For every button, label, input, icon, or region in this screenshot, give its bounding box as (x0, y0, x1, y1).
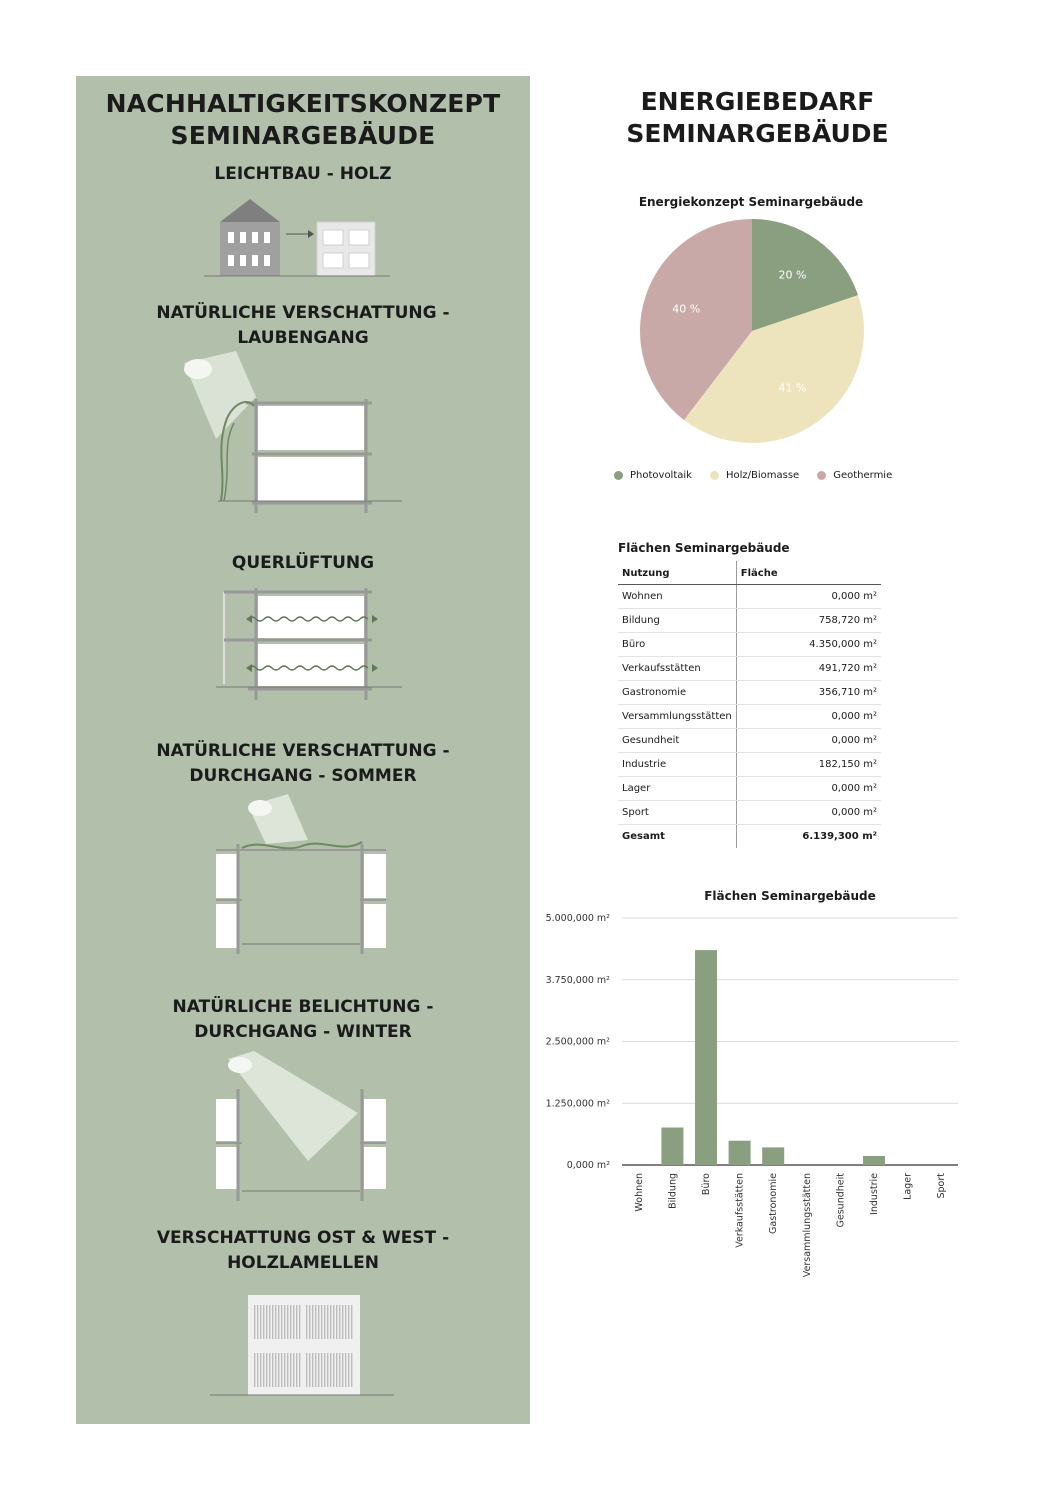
legend-label-geothermie: Geothermie (833, 470, 893, 481)
section-title-laubengang-line2: LAUBENGANG (237, 328, 369, 348)
panel-title-line1: NACHHALTIGKEITSKONZEPT (105, 89, 501, 118)
legend-label-photovoltaik: Photovoltaik (630, 470, 692, 481)
table-cell-nutzung: Wohnen (618, 585, 736, 609)
table-cell-flaeche: 4.350,000 m² (736, 633, 881, 657)
bar-gastronomie (762, 1147, 784, 1165)
x-tick-label: Büro (701, 1173, 712, 1196)
table-cell-flaeche: 356,710 m² (736, 681, 881, 705)
table-cell-flaeche: 0,000 m² (736, 801, 881, 825)
right-title-line2: SEMINARGEBÄUDE (626, 119, 889, 148)
table-cell-flaeche: 0,000 m² (736, 777, 881, 801)
table-row (618, 729, 881, 753)
table-row (618, 681, 881, 705)
table-cell-flaeche: 758,720 m² (736, 609, 881, 633)
section-title-laubengang-line1: NATÜRLICHE VERSCHATTUNG - (156, 303, 450, 323)
pie-chart-title: Energiekonzept Seminargebäude (638, 195, 864, 209)
section-title-querlueftung: QUERLÜFTUNG (231, 553, 375, 573)
legend-label-holz-biomasse: Holz/Biomasse (725, 470, 800, 481)
table-cell-flaeche: 491,720 m² (736, 657, 881, 681)
x-tick-label: Versammlungsstätten (801, 1173, 813, 1278)
energy-pie-chart (630, 218, 875, 463)
table-cell-flaeche: 0,000 m² (736, 729, 881, 753)
x-tick-label: Industrie (869, 1173, 880, 1215)
table-total-row (618, 825, 881, 849)
table-header-nutzung: Nutzung (618, 561, 736, 585)
holzlamellen-illustration (76, 1291, 530, 1401)
x-tick-label: Sport (936, 1173, 948, 1199)
querlueftung-illustration (76, 584, 530, 704)
pie-slice-label: 40 % (672, 302, 701, 316)
table-row (618, 753, 881, 777)
table-row (618, 777, 881, 801)
table-cell-flaeche: 182,150 m² (736, 753, 881, 777)
table-header-row (618, 561, 881, 585)
bar-industrie (863, 1156, 885, 1165)
legend-dot-holz-biomasse (710, 471, 719, 480)
x-tick-label: Gesundheit (835, 1173, 847, 1228)
table-cell-nutzung: Verkaufsstätten (618, 657, 736, 681)
table-cell-nutzung: Lager (618, 777, 736, 801)
table-cell-nutzung: Gastronomie (618, 681, 736, 705)
x-tick-label: Bildung (667, 1173, 679, 1209)
table-cell-flaeche: 0,000 m² (736, 705, 881, 729)
table-cell-nutzung: Versammlungsstätten (618, 705, 736, 729)
section-title-sommer-line2: DURCHGANG - SOMMER (189, 766, 417, 786)
sustainability-panel (76, 76, 530, 1424)
table-title: Flächen Seminargebäude (618, 541, 790, 555)
section-title-leichtbau: LEICHTBAU - HOLZ (214, 164, 392, 184)
pie-legend (614, 470, 892, 481)
bar-verkaufsstätten (729, 1141, 751, 1165)
area-bar-chart (530, 905, 970, 1290)
laubengang-illustration (76, 351, 530, 516)
table-cell-nutzung: Bildung (618, 609, 736, 633)
section-title-holzlamellen-line1: VERSCHATTUNG OST & WEST - (156, 1228, 450, 1248)
bar-chart-title: Flächen Seminargebäude (704, 889, 876, 903)
leichtbau-illustration (76, 194, 530, 284)
table-cell-nutzung: Sport (618, 801, 736, 825)
right-title-line1: ENERGIEBEDARF (640, 87, 875, 116)
panel-title-line2: SEMINARGEBÄUDE (170, 121, 436, 150)
legend-item-geothermie (817, 470, 892, 481)
legend-item-photovoltaik (614, 470, 692, 481)
y-tick-label: 1.250,000 m² (545, 1098, 610, 1110)
bar-büro (695, 950, 717, 1165)
y-tick-label: 0,000 m² (566, 1160, 610, 1171)
table-row (618, 609, 881, 633)
section-title-winter-line1: NATÜRLICHE BELICHTUNG - (172, 997, 434, 1017)
table-cell-nutzung: Büro (618, 633, 736, 657)
legend-dot-photovoltaik (614, 471, 623, 480)
section-title-winter-line2: DURCHGANG - WINTER (194, 1022, 412, 1042)
y-tick-label: 3.750,000 m² (545, 974, 610, 986)
legend-item-holz-biomasse (710, 470, 799, 481)
sommer-illustration (76, 794, 530, 962)
y-tick-label: 2.500,000 m² (545, 1036, 610, 1048)
table-cell-flaeche: 0,000 m² (736, 585, 881, 609)
area-table (618, 561, 881, 848)
y-tick-label: 5.000,000 m² (545, 913, 610, 924)
x-tick-label: Gastronomie (768, 1173, 780, 1234)
table-header-flaeche: Fläche (736, 561, 881, 585)
x-tick-label: Verkaufsstätten (734, 1173, 746, 1248)
table-row (618, 585, 881, 609)
table-row (618, 801, 881, 825)
table-row (618, 657, 881, 681)
winter-illustration (76, 1051, 530, 1211)
bar-bildung (661, 1128, 683, 1165)
section-title-holzlamellen-line2: HOLZLAMELLEN (227, 1253, 379, 1273)
table-row (618, 633, 881, 657)
x-tick-label: Lager (902, 1173, 914, 1200)
pie-slice-label: 41 % (778, 381, 807, 395)
legend-dot-geothermie (817, 471, 826, 480)
table-cell-nutzung: Gesundheit (618, 729, 736, 753)
table-total-label: Gesamt (618, 825, 736, 849)
x-tick-label: Wohnen (633, 1173, 645, 1212)
pie-slice-label: 20 % (778, 268, 807, 282)
table-total-value: 6.139,300 m² (736, 825, 881, 849)
table-cell-nutzung: Industrie (618, 753, 736, 777)
section-title-sommer-line1: NATÜRLICHE VERSCHATTUNG - (156, 741, 450, 761)
table-row (618, 705, 881, 729)
